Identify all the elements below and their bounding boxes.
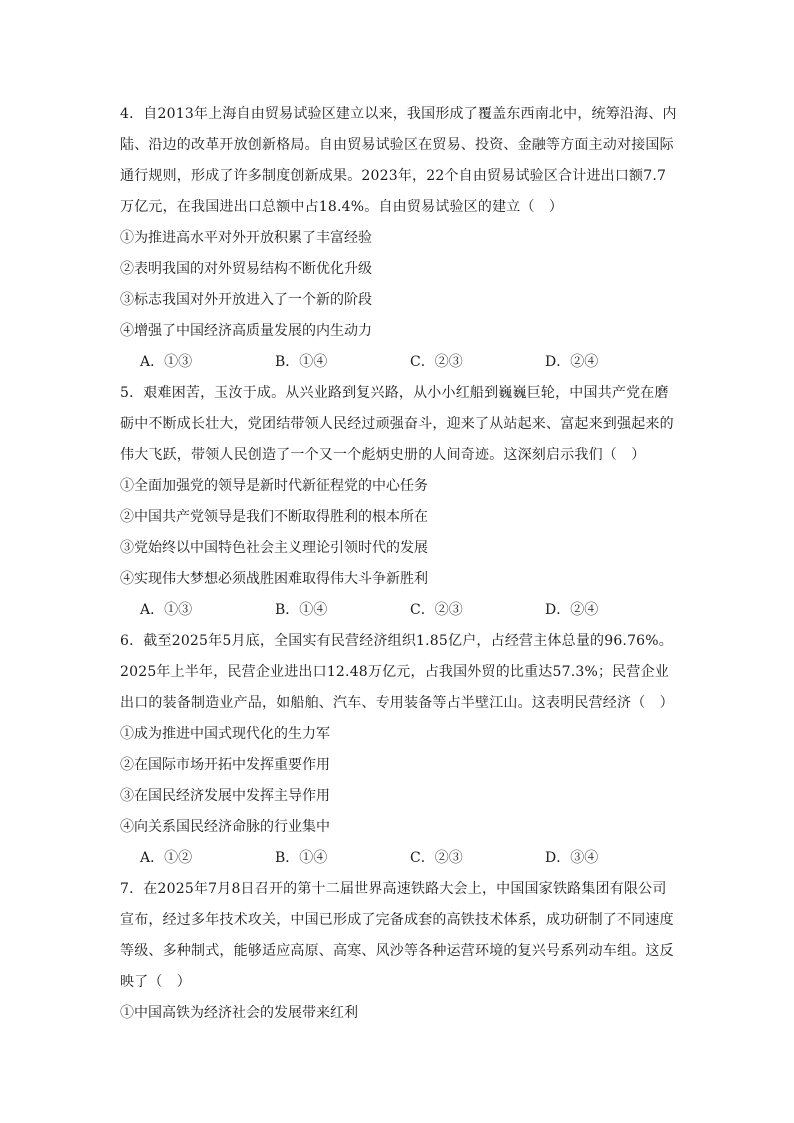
choice-a: A．①③	[140, 602, 193, 618]
question-stem: 5．艰难困苦，玉汝于成。从兴业路到复兴路，从小小红船到巍巍巨轮，中国共产党在磨砺中不断成长壮大，党团结带领人民经过顽强奋斗，迎来了从站起来、富起来到强起来的伟大飞跃，带领人民创造了一个又一个彪炳史册的人间奇迹。这深刻启示我们（ ）	[120, 385, 674, 463]
statement: ③在国民经济发展中发挥主导作用	[120, 788, 330, 804]
choice-a: A．①②	[140, 850, 193, 866]
statement: ③标志我国对外开放进入了一个新的阶段	[120, 292, 372, 308]
statement: ①为推进高水平对外开放积累了丰富经验	[120, 230, 372, 246]
question-stem: 6．截至2025年5月底，全国实有民营经济组织1.85亿户，占经营主体总量的96.76%。2025年上半年，民营企业进出口12.48万亿元，占我国外贸的比重达57.3%；民营企业出口的装备制造业产品，如船舶、汽车、专用装备等占半壁江山。这表明民营经济（ ）	[120, 633, 674, 711]
question-6	[120, 626, 680, 874]
statement: ③党始终以中国特色社会主义理论引领时代的发展	[120, 540, 428, 556]
choice-c: C．②③	[410, 850, 463, 866]
statement: ①全面加强党的领导是新时代新征程党的中心任务	[120, 478, 428, 494]
choice-c: C．②③	[410, 354, 463, 370]
statement: ①中国高铁为经济社会的发展带来红利	[120, 1005, 358, 1021]
question-4	[120, 99, 680, 378]
answer-choices	[140, 347, 680, 378]
statement: ①成为推进中国式现代化的生力军	[120, 726, 330, 742]
choice-b: B．①④	[275, 850, 328, 866]
statement: ②在国际市场开拓中发挥重要作用	[120, 757, 330, 773]
question-list	[120, 99, 680, 1029]
question-5	[120, 378, 680, 626]
choice-b: B．①④	[275, 354, 328, 370]
choice-b: B．①④	[275, 602, 328, 618]
statement: ④实现伟大梦想必须战胜困难取得伟大斗争新胜利	[120, 571, 428, 587]
choice-d: D．②④	[545, 602, 599, 618]
statement: ④增强了中国经济高质量发展的内生动力	[120, 323, 372, 339]
choice-a: A．①③	[140, 354, 193, 370]
choice-d: D．③④	[545, 850, 599, 866]
choice-d: D．②④	[545, 354, 599, 370]
choice-c: C．②③	[410, 602, 463, 618]
statement: ②表明我国的对外贸易结构不断优化升级	[120, 261, 372, 277]
question-stem: 7．在2025年7月8日召开的第十二届世界高速铁路大会上，中国国家铁路集团有限公司宣布，经过多年技术攻关，中国已形成了完备成套的高铁技术体系，成功研制了不同速度等级、多种制式，能够适应高原、高寒、风沙等各种运营环境的复兴号系列动车组。这反映了（ ）	[120, 881, 674, 990]
statement: ②中国共产党领导是我们不断取得胜利的根本所在	[120, 509, 428, 525]
question-7	[120, 874, 680, 1029]
statement: ④向关系国民经济命脉的行业集中	[120, 819, 330, 835]
answer-choices	[140, 595, 680, 626]
question-stem: 4．自2013年上海自由贸易试验区建立以来，我国形成了覆盖东西南北中，统筹沿海、内陆、沿边的改革开放创新格局。自由贸易试验区在贸易、投资、金融等方面主动对接国际通行规则，形成了许多制度创新成果。2023年，22个自由贸易试验区合计进出口额7.7万亿元，在我国进出口总额中占18.4%。自由贸易试验区的建立（ ）	[120, 106, 677, 215]
answer-choices	[140, 843, 680, 874]
